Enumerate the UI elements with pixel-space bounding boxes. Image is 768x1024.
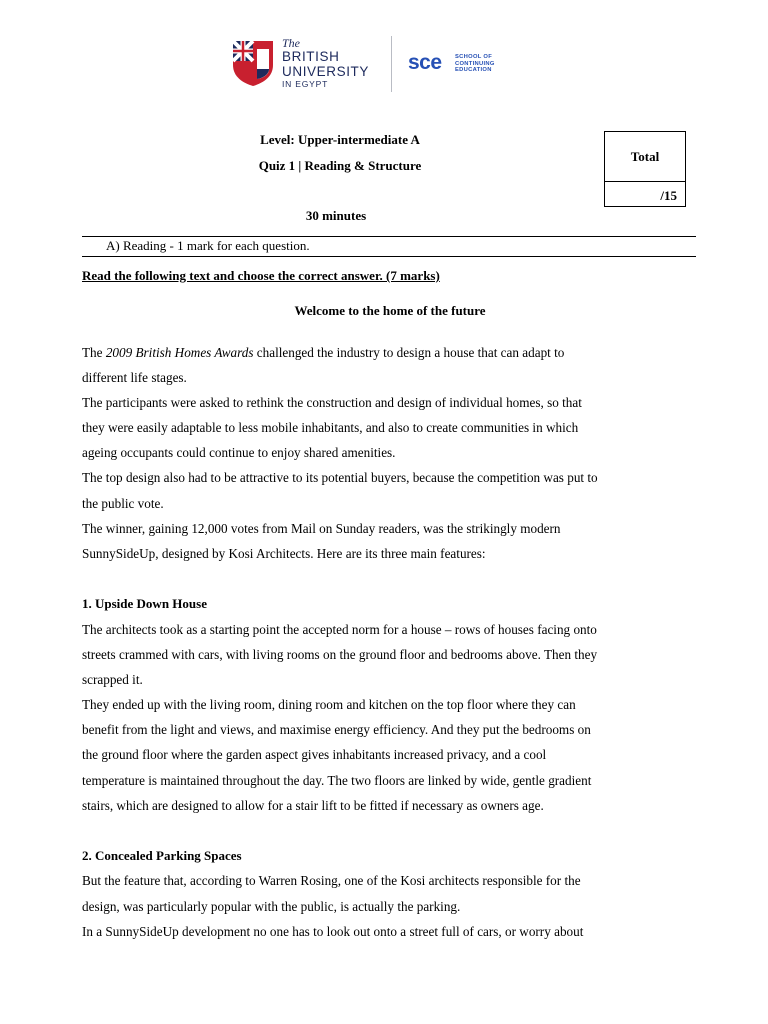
article-line: the public vote. — [82, 496, 164, 511]
sce-line1: SCHOOL OF — [455, 54, 493, 60]
article-line: In a SunnySideUp development no one has to look out onto a street full of cars, or worry about — [82, 924, 584, 939]
article-line: stairs, which are designed to allow for a stair lift to be fitted if necessary as owners age. — [82, 798, 544, 813]
total-box-divider — [605, 181, 685, 182]
bue-the: The — [282, 36, 300, 50]
section-rule-bottom — [82, 256, 696, 257]
logo-divider — [391, 36, 392, 92]
article-line: streets crammed with cars, with living rooms on the ground floor and bedrooms above. Then they — [82, 647, 598, 662]
total-score: /15 — [660, 188, 677, 203]
article-p1-pre: The — [82, 345, 106, 360]
article-line: benefit from the light and views, and maximise energy efficiency. And they put the bedrooms on — [82, 722, 591, 737]
total-label: Total — [630, 149, 660, 164]
article-line: The participants were asked to rethink the construction and design of individual homes, so that — [82, 395, 582, 410]
article-line — [82, 345, 564, 361]
article-line: different life stages. — [82, 370, 187, 385]
article-line: They ended up with the living room, dining room and kitchen on the top floor where they can — [82, 697, 576, 712]
article-line: The winner, gaining 12,000 votes from Mail on Sunday readers, was the strikingly modern — [82, 521, 561, 536]
quiz-level: Level: Upper-intermediate A — [260, 132, 420, 147]
article-line: The architects took as a starting point the accepted norm for a house – rows of houses facing onto — [82, 622, 597, 637]
bue-line1: BRITISH — [282, 49, 340, 64]
article-line: design, was particularly popular with the public, is actually the parking. — [82, 899, 461, 914]
quiz-title: Quiz 1 | Reading & Structure — [258, 158, 422, 173]
sce-logo-text — [455, 54, 495, 74]
bue-logo-text — [282, 37, 369, 89]
article-line: scrapped it. — [82, 672, 143, 687]
article-line: But the feature that, according to Warren Rosing, one of the Kosi architects responsible for the — [82, 873, 581, 888]
article-title: Welcome to the home of the future — [294, 303, 486, 318]
article-line: ageing occupants could continue to enjoy shared amenities. — [82, 445, 396, 460]
reading-instruction: Read the following text and choose the correct answer. (7 marks) — [82, 268, 440, 283]
total-score-box — [604, 131, 686, 207]
article-line: The top design also had to be attractive to its potential buyers, because the competition was put to — [82, 470, 598, 485]
article-line: they were easily adaptable to less mobile inhabitants, and also to create communities in which — [82, 420, 579, 435]
bue-logo-shield — [231, 39, 275, 87]
sce-line2: CONTINUING — [455, 60, 495, 67]
section-a-heading: A) Reading - 1 mark for each question. — [106, 238, 310, 253]
article-p1-em: 2009 British Homes Awards — [105, 345, 254, 360]
article-line: the ground floor where the garden aspect gives inhabitants increased privacy, and a cool — [82, 747, 547, 762]
section-1-heading: 1. Upside Down House — [82, 596, 207, 611]
section-2-heading: 2. Concealed Parking Spaces — [82, 848, 242, 863]
quiz-duration: 30 minutes — [305, 208, 367, 223]
article-line: temperature is maintained throughout the day. The two floors are linked by wide, gentle gradient — [82, 773, 592, 788]
article-line: SunnySideUp, designed by Kosi Architects. Here are its three main features: — [82, 546, 486, 561]
bue-line2: UNIVERSITY — [282, 63, 370, 79]
bue-line3: IN EGYPT — [282, 79, 329, 89]
article-p1-post: challenged the industry to design a house that can adapt to — [253, 345, 565, 360]
section-rule-top — [82, 236, 696, 237]
sce-logo-mark: sce — [408, 51, 442, 74]
sce-line3: EDUCATION — [455, 67, 492, 74]
